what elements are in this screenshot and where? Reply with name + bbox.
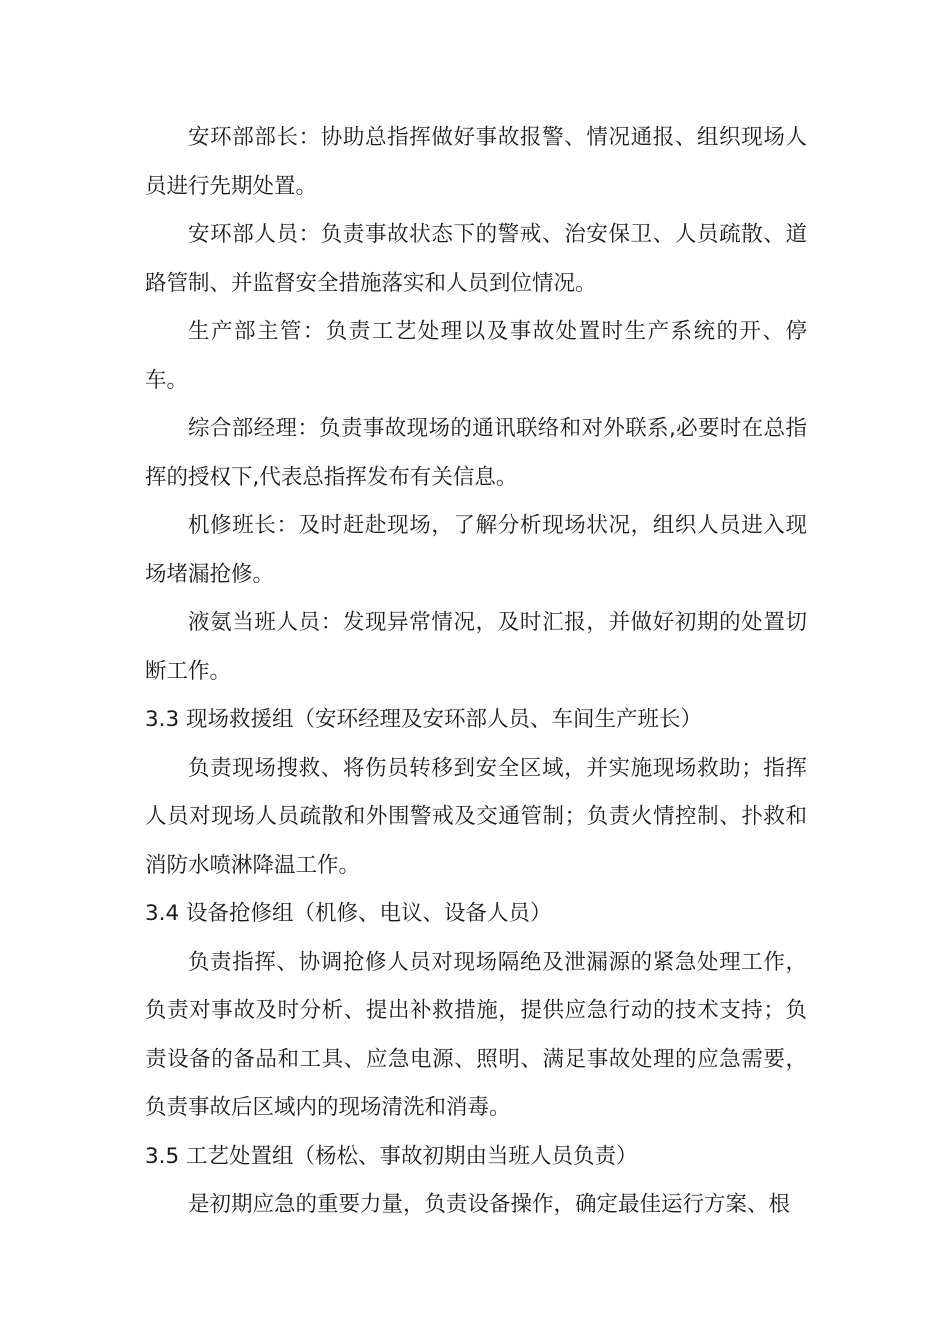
paragraph-process-duties: 是初期应急的重要力量，负责设备操作，确定最佳运行方案、根 [188, 1192, 791, 1217]
section-heading-3-3: 3.3 现场救援组（安环经理及安环部人员、车间生产班长） [145, 707, 703, 732]
paragraph-maintenance-leader: 机修班长：及时赶赴现场，了解分析现场状况，组织人员进入现场堵漏抢修。 [145, 513, 807, 587]
paragraph-production-supervisor: 生产部主管：负责工艺处理以及事故处置时生产系统的开、停车。 [145, 319, 807, 393]
paragraph-an-huan-minister: 安环部部长：协助总指挥做好事故报警、情况通报、组织现场人员进行先期处置。 [145, 125, 807, 199]
section-heading-3-4: 3.4 设备抢修组（机修、电议、设备人员） [145, 901, 552, 926]
paragraph-an-huan-staff: 安环部人员：负责事故状态下的警戒、治安保卫、人员疏散、道路管制、并监督安全措施落实和人员到位情况。 [145, 222, 807, 296]
paragraph-rescue-duties: 负责现场搜救、将伤员转移到安全区域，并实施现场救助；指挥人员对现场人员疏散和外围警戒及交通管制；负责火情控制、扑救和消防水喷淋降温工作。 [145, 755, 807, 878]
section-heading-3-5: 3.5 工艺处置组（杨松、事故初期由当班人员负责） [145, 1143, 638, 1169]
paragraph-ammonia-shift-staff: 液氨当班人员：发现异常情况，及时汇报，并做好初期的处置切断工作。 [145, 610, 807, 684]
document-body [145, 114, 807, 1230]
paragraph-repair-duties: 负责指挥、协调抢修人员对现场隔绝及泄漏源的紧急处理工作，负责对事故及时分析、提出补救措施，提供应急行动的技术支持；负责设备的备品和工具、应急电源、照明、满足事故处理的应急需要，负责事故后区域内的现场清洗和消毒。 [145, 949, 807, 1120]
paragraph-general-manager: 综合部经理：负责事故现场的通讯联络和对外联系,必要时在总指挥的授权下,代表总指挥发布有关信息。 [145, 416, 807, 490]
